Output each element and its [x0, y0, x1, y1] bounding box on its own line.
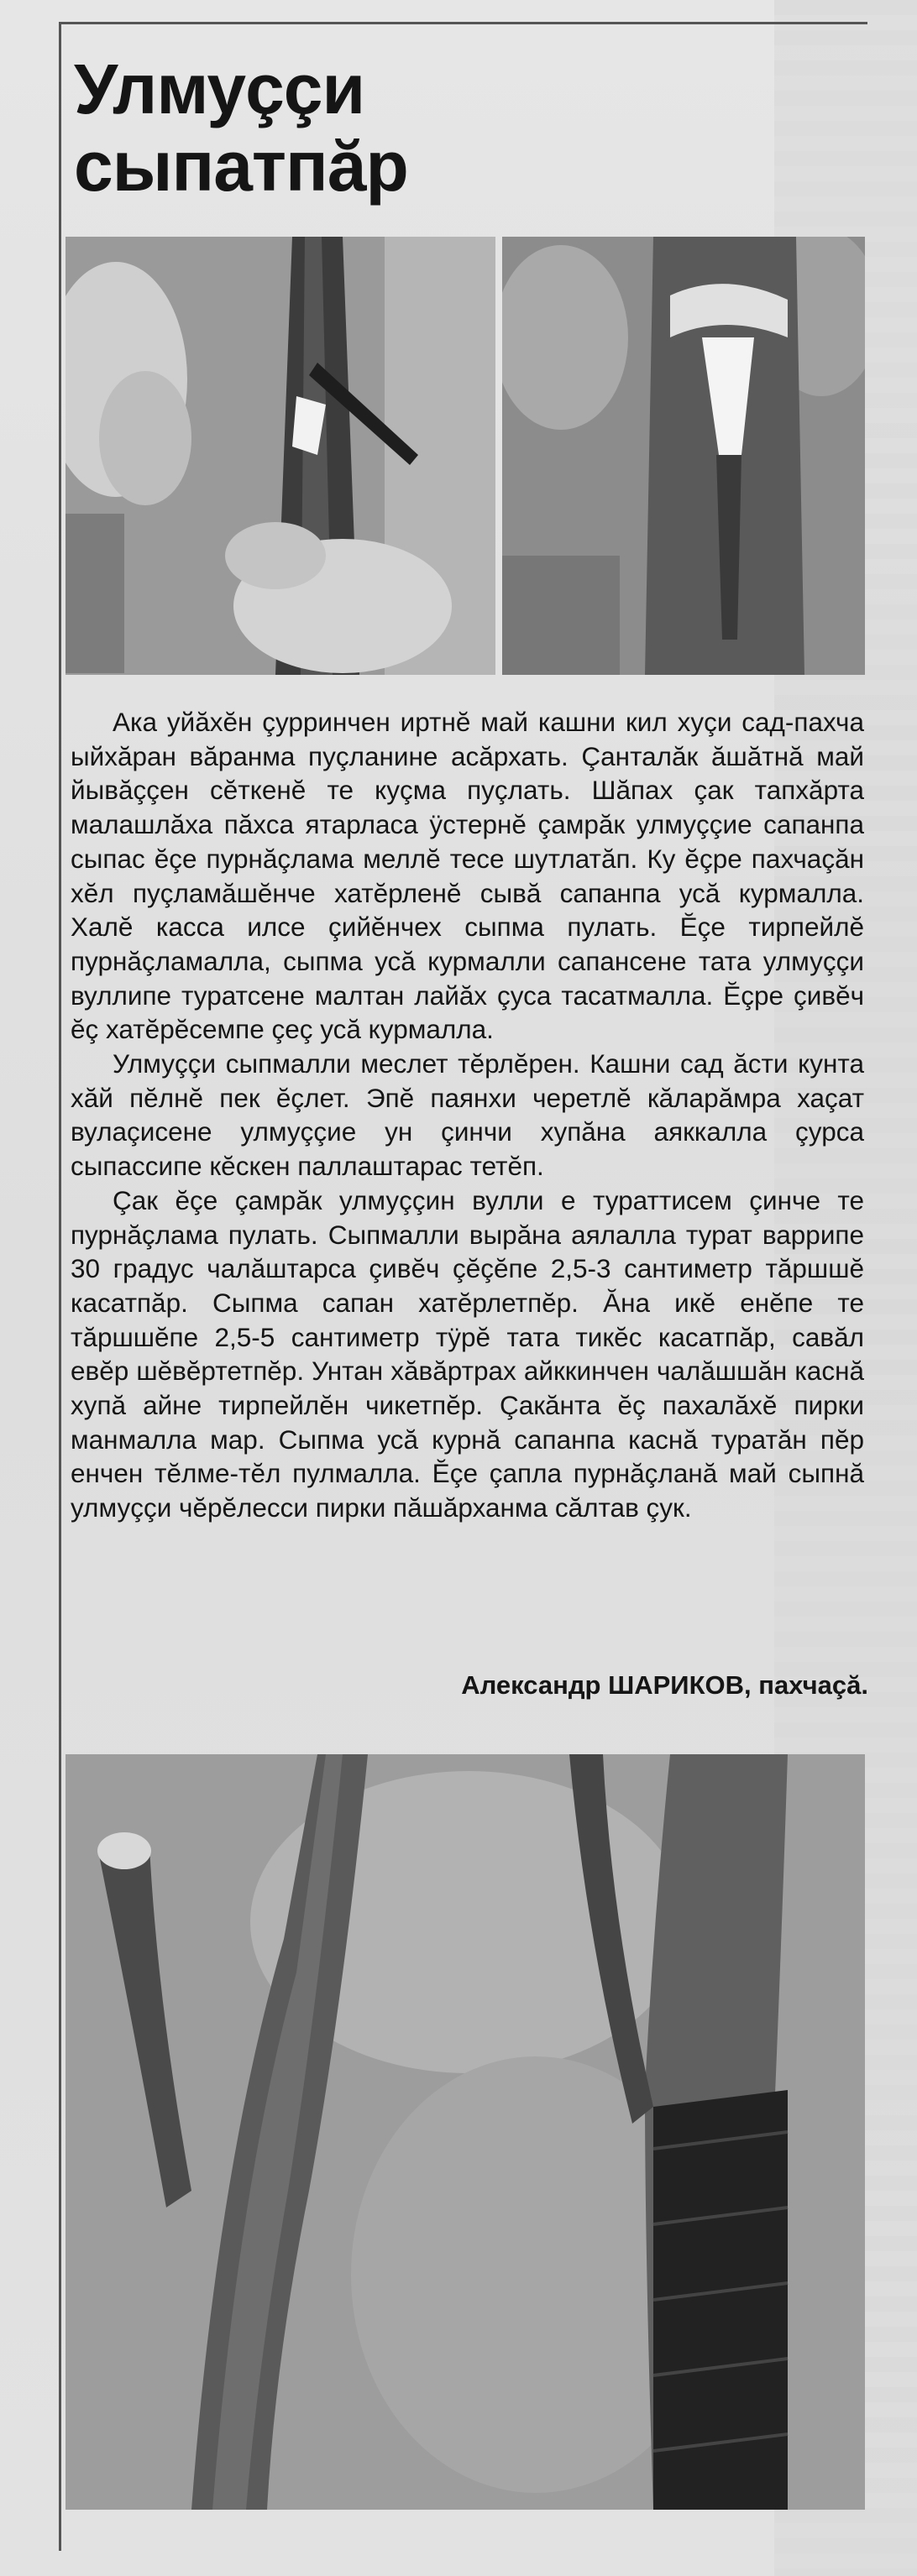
photo-cutting-bark-image [66, 237, 495, 675]
photo-grafted-branches-image [66, 1754, 865, 2510]
paragraph-1: Ака уйăхĕн çурринчен иртнĕ май кашни кил хуçи сад-пахча ыйхăран вăранма пуçланине асăрхать. Çанталăк ăшăтнă май йывăççен сĕткенĕ те куçма пуçлать. Шăпах çак тапхăрта малашлăха пăхса ятарласа ÿстернĕ çамрăк улмуççие сапанпа сыпас ĕçе пурнăçлама меллĕ тесе шутлатăп. Ку ĕçре пахчаçăн хĕл пуçламăшĕнче хатĕрленĕ сывă сапанпа усă курмалла. Халĕ касса илсе çийĕнчех сыпма пулать. Ĕçе тирпейлĕ пурнăçламалла, сыпма усă курмалли сапансене тата улмуççи вуллипе туратсене малтан лайăх çуса тасатмалла. Ĕçре çивĕч ĕç хатĕрĕсемпе çеç усă курмалла. [71, 707, 864, 1045]
article-body [71, 705, 864, 1525]
paragraph-2: Улмуççи сыпмалли меслет тĕрлĕрен. Кашни сад ăсти кунта хăй пĕлнĕ пек ĕçлет. Эпĕ паянхи черетлĕ кăларăмра хаçат вулаçисене улмуççие ун çинчи хупăна аяккалла çурса сыпассипе кĕскен паллаштарас тетĕп. [71, 1048, 864, 1182]
title-line-1: Улмуççи [74, 50, 365, 128]
photo-graft-taped-image [502, 237, 865, 675]
photo-cutting-bark [66, 237, 495, 675]
title-line-2: сыпатпăр [74, 127, 408, 206]
author-signature: Александр ШАРИКОВ, пахчаçă. [461, 1670, 868, 1700]
article-title [74, 50, 408, 205]
photo-graft-taped [502, 237, 865, 675]
photo-grafted-branches [66, 1754, 865, 2510]
paragraph-3: Çак ĕçе çамрăк улмуççин вулли е тураттисем çинче те пурнăçлама пулать. Сыпмалли вырăна аялалла турат варрипе 30 градус чалăштарса çивĕч çĕçĕпе 2,5-3 сантиметр тăршшĕ касатпăр. Сыпма сапан хатĕрлетпĕр. Ăна икĕ енĕпе те тăршшĕпе 2,5-5 сантиметр тÿрĕ тата тикĕс касатпăр, савăл евĕр шĕвĕртетпĕр. Унтан хăвăртрах айккинчен чалăшшăн каснă хупă айне тирпейлĕн чикетпĕр. Çакăнта ĕç пахалăхĕ пирки манмалла мар. Сыпма усă курнă сапанпа каснă туратăн пĕр енчен тĕлме-тĕл пулмалла. Ĕçе çапла пурнăçланă май сыпнă улмуççи чĕрĕлесси пирки пăшăрханма сăлтав çук. [71, 1184, 864, 1523]
